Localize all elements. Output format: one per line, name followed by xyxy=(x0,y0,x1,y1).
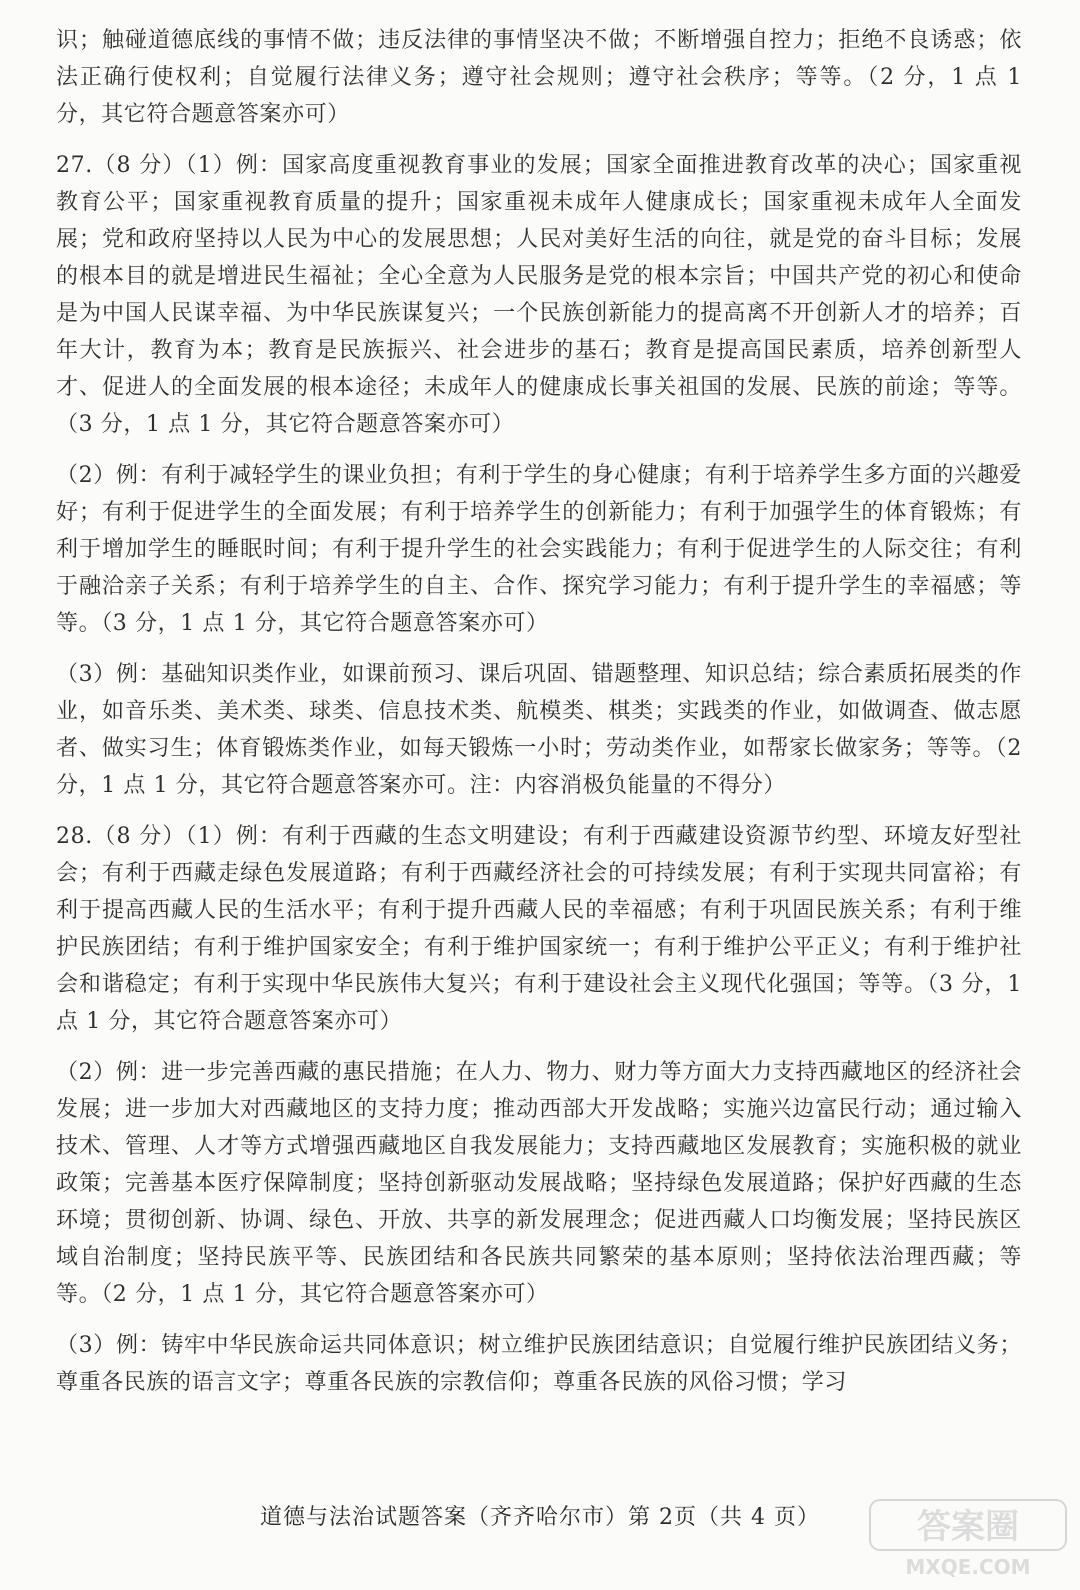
paragraph-q28-part2: （2）例：进一步完善西藏的惠民措施；在人力、物力、财力等方面大力支持西藏地区的经济社会发展；进一步加大对西藏地区的支持力度；推动西部大开发战略；实施兴边富民行动；通过输入技术、管理、人才等方式增强西藏地区自我发展能力；支持西藏地区发展教育；实施积极的就业政策；完善基本医疗保障制度；坚持创新驱动发展战略；坚持绿色发展道路；保护好西藏的生态环境；贯彻创新、协调、绿色、开放、共享的新发展理念；促进西藏人口均衡发展；坚持民族区域自治制度；坚持民族平等、民族团结和各民族共同繁荣的基本原则；坚持依法治理西藏；等等。（2 分，1 点 1 分，其它符合题意答案亦可） xyxy=(56,1060,1022,1307)
paragraph-continuation: 识；触碰道德底线的事情不做；违反法律的事情坚决不做；不断增强自控力；拒绝不良诱惑；依法正确行使权利；自觉履行法律义务；遵守社会规则；遵守社会秩序；等等。（2 分，1 点 1 分，其它符合题意答案亦可） xyxy=(56,28,1022,127)
paragraph-q28-part3: （3）例：铸牢中华民族命运共同体意识；树立维护民族团结意识；自觉履行维护民族团结义务；尊重各民族的语言文字；尊重各民族的宗教信仰；尊重各民族的风俗习惯；学习 xyxy=(56,1333,1022,1395)
paragraph-q27-part3: （3）例：基础知识类作业，如课前预习、课后巩固、错题整理、知识总结；综合素质拓展类的作业，如音乐类、美术类、球类、信息技术类、航模类、棋类；实践类的作业，如做调查、做志愿者、做实习生；体育锻炼类作业，如每天锻炼一小时；劳动类作业，如帮家长做家务；等等。（2 分，1 点 1 分，其它符合题意答案亦可。注：内容消极负能量的不得分） xyxy=(56,662,1022,798)
paragraph-q27-part2: （2）例：有利于减轻学生的课业负担；有利于学生的身心健康；有利于培养学生多方面的兴趣爱好；有利于促进学生的全面发展；有利于培养学生的创新能力；有利于加强学生的体育锻炼；有利于增加学生的睡眠时间；有利于提升学生的社会实践能力；有利于促进学生的人际交往；有利于融洽亲子关系；有利于培养学生的自主、合作、探究学习能力；有利于提升学生的幸福感；等等。（3 分，1 点 1 分，其它符合题意答案亦可） xyxy=(56,463,1022,636)
watermark-bottom-text: MXQE.COM xyxy=(905,1555,1031,1579)
watermark-logo-graphic xyxy=(868,1496,1068,1582)
answer-text-body xyxy=(56,22,1022,1415)
watermark-logo xyxy=(868,1496,1068,1582)
paragraph-q28-part1: 28.（8 分）（1）例：有利于西藏的生态文明建设；有利于西藏建设资源节约型、环境友好型社会；有利于西藏走绿色发展道路；有利于西藏经济社会的可持续发展；有利于实现共同富裕；有利于提高西藏人民的生活水平；有利于提升西藏人民的幸福感；有利于巩固民族关系；有利于维护民族团结；有利于维护国家安全；有利于维护国家统一；有利于维护公平正义；有利于维护社会和谐稳定；有利于实现中华民族伟大复兴；有利于建设社会主义现代化强国；等等。（3 分，1 点 1 分，其它符合题意答案亦可） xyxy=(56,824,1022,1034)
page-footer: 道德与法治试题答案（齐齐哈尔市）第 2页（共 4 页） xyxy=(260,1505,820,1530)
watermark-top-text: 答案圈 xyxy=(917,1507,1019,1547)
paragraph-q27-part1: 27.（8 分）（1）例：国家高度重视教育事业的发展；国家全面推进教育改革的决心；国家重视教育公平；国家重视教育质量的提升；国家重视未成年人健康成长；国家重视未成年人全面发展；党和政府坚持以人民为中心的发展思想；人民对美好生活的向往，就是党的奋斗目标；发展的根本目的就是增进民生福祉；全心全意为人民服务是党的根本宗旨；中国共产党的初心和使命是为中国人民谋幸福、为中华民族谋复兴；一个民族创新能力的提高离不开创新人才的培养；百年大计，教育为本；教育是民族振兴、社会进步的基石；教育是提高国民素质，培养创新型人才、促进人的全面发展的根本途径；未成年人的健康成长事关祖国的发展、民族的前途；等等。（3 分，1 点 1 分，其它符合题意答案亦可） xyxy=(56,153,1022,437)
